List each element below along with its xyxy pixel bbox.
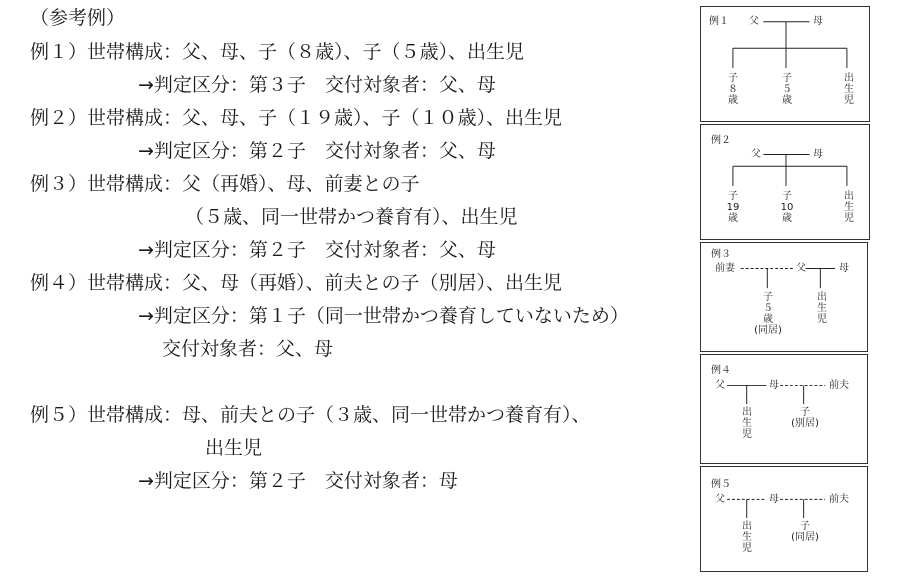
mother-label: 母 <box>769 380 779 391</box>
child-2-label: 子 ５ 歳 <box>782 73 792 106</box>
newborn-label: 出 生 児 <box>742 521 752 554</box>
mother-label: 母 <box>769 494 779 505</box>
example-5-line: 例５）世帯構成：母、前夫との子（３歳、同一世帯かつ養育有）、 <box>30 404 591 426</box>
mother-label: 母 <box>813 149 823 160</box>
example-3-line-2: （５歳、同一世帯かつ養育有）、出生児 <box>185 206 518 228</box>
ex-husband-label: 前夫 <box>829 494 849 505</box>
newborn-label: 出 生 児 <box>742 407 752 440</box>
example-3-result: →判定区分：第２子 交付対象者：父、母 <box>138 239 496 261</box>
ex-husband-label: 前夫 <box>829 380 849 391</box>
father-label: 父 <box>715 380 725 391</box>
child-2-label: 子 10 歳 <box>780 191 794 224</box>
father-label: 父 <box>751 149 761 160</box>
father-label: 父 <box>715 494 725 505</box>
diagram-label: 例５ <box>711 479 731 490</box>
mother-label: 母 <box>813 16 823 27</box>
example-2-line: 例２）世帯構成：父、母、子（１９歳）、子（１０歳）、出生児 <box>30 107 563 129</box>
example-5-result: →判定区分：第２子 交付対象者：母 <box>138 470 458 492</box>
diagram-label: 例２ <box>711 135 731 146</box>
newborn-label: 出 生 児 <box>817 292 827 325</box>
diagram-label: 例１ <box>709 16 729 27</box>
example-4-recipient: 交付対象者：父、母 <box>162 338 334 360</box>
diagram-example-1 <box>700 6 870 122</box>
example-5-line-2: 出生児 <box>205 437 263 459</box>
father-label: 父 <box>796 263 806 274</box>
example-2-result: →判定区分：第２子 交付対象者：父、母 <box>138 140 496 162</box>
child-label: 子 (別居) <box>791 407 819 429</box>
mother-label: 母 <box>839 263 849 274</box>
child-1-label: 子 ８ 歳 <box>728 73 738 106</box>
father-label: 父 <box>749 16 759 27</box>
diagram-label: 例３ <box>711 249 731 260</box>
diagram-example-3 <box>700 242 868 352</box>
ex-wife-label: 前妻 <box>715 263 735 274</box>
diagram-example-4 <box>700 354 868 464</box>
example-4-line: 例４）世帯構成：父、母（再婚）、前夫との子（別居）、出生児 <box>30 272 563 294</box>
example-1-result: →判定区分：第３子 交付対象者：父、母 <box>138 74 496 96</box>
newborn-label: 出 生 児 <box>844 73 854 106</box>
example-1-line: 例１）世帯構成：父、母、子（８歳）、子（５歳）、出生児 <box>30 41 525 63</box>
newborn-label: 出 生 児 <box>844 191 854 224</box>
diagram-example-2 <box>700 124 870 240</box>
child-1-label: 子 19 歳 <box>726 191 740 224</box>
example-4-result: →判定区分：第１子（同一世帯かつ養育していないため） <box>138 305 629 327</box>
example-3-line: 例３）世帯構成：父（再婚）、母、前妻との子 <box>30 173 420 195</box>
diagram-example-5 <box>700 466 868 572</box>
diagram-label: 例４ <box>711 365 731 376</box>
heading: （参考例） <box>30 7 126 29</box>
child-label: 子 (同居) <box>791 521 819 543</box>
child-label: 子 ５ 歳 (同居) <box>754 292 782 336</box>
